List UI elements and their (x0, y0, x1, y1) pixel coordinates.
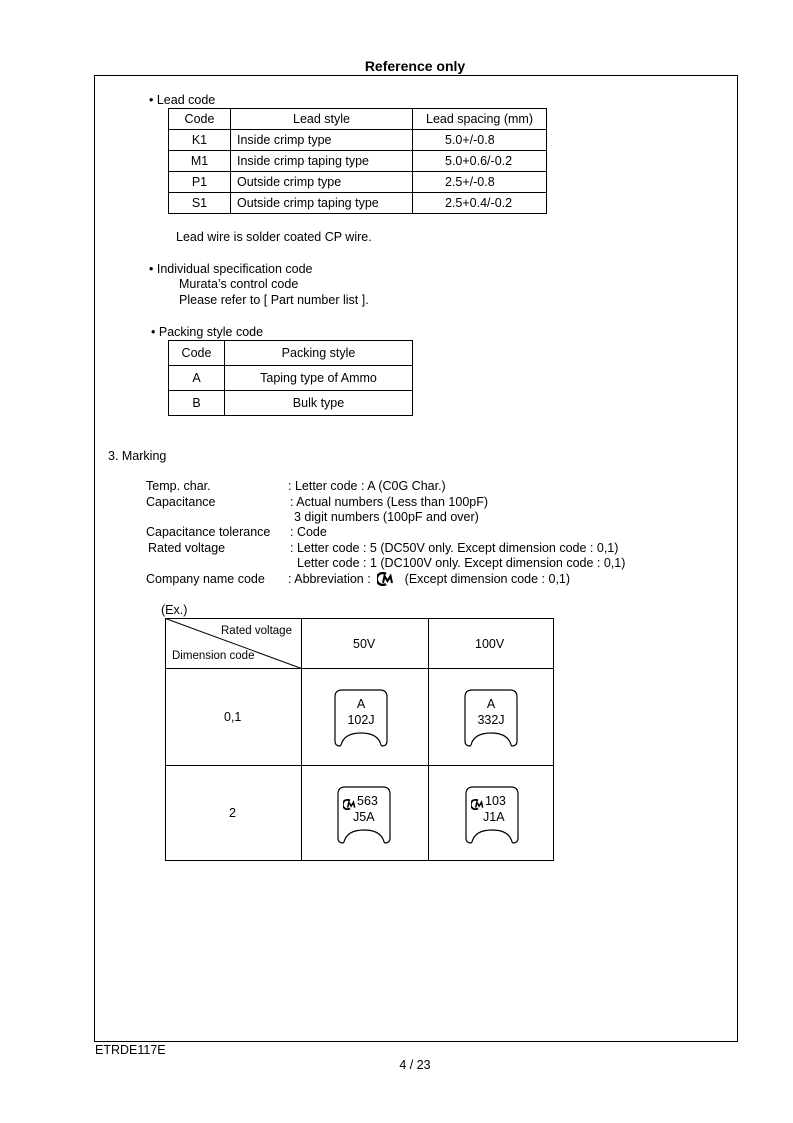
marking-line-2: 102J (347, 713, 375, 727)
table-row (169, 172, 547, 193)
marking-line-2: 332J (477, 713, 505, 727)
cell: Inside crimp taping type (231, 151, 413, 172)
capacitor-marking-50v-dim2 (337, 786, 391, 846)
cell: 2.5+0.4/-0.2 (413, 193, 547, 214)
cell: P1 (169, 172, 231, 193)
tolerance-value: : Code (290, 525, 327, 539)
header-dimension-code: Dimension code (172, 650, 255, 662)
rated-voltage-label: Rated voltage (148, 541, 226, 555)
example-table (165, 618, 554, 861)
capacitance-value-2: 3 digit numbers (100pF and over) (294, 510, 479, 524)
marking-line-1: A (486, 697, 496, 711)
cell: Taping type of Ammo (225, 366, 413, 391)
column-header: Code (169, 341, 225, 366)
table-row (169, 366, 413, 391)
header-50v: 50V (353, 637, 376, 651)
capacitor-marking-50v-dim01 (334, 689, 388, 749)
lead-code-heading: • Lead code (149, 93, 216, 107)
tolerance-label: Capacitance tolerance (146, 525, 271, 539)
murata-logo-icon (471, 799, 485, 810)
document-code: ETRDE117E (95, 1043, 166, 1057)
cell: Outside crimp type (231, 172, 413, 193)
cell: 5.0+0.6/-0.2 (413, 151, 547, 172)
company-name-label: Company name code (146, 572, 265, 586)
column-header: Lead spacing (mm) (413, 109, 547, 130)
marking-heading: 3. Marking (108, 449, 167, 463)
capacitor-marking-100v-dim2 (465, 786, 519, 846)
cell: M1 (169, 151, 231, 172)
individual-spec-heading: • Individual specification code (149, 262, 313, 276)
header-100v: 100V (475, 637, 505, 651)
packing-table (168, 340, 413, 416)
bullet: • (149, 262, 157, 276)
company-name-value: : Abbreviation : (Except dimension code : 0,1) (288, 572, 571, 586)
temp-char-label: Temp. char. (146, 479, 211, 493)
rated-voltage-value-1: : Letter code : 5 (DC50V only. Except dimension code : 0,1) (290, 541, 619, 555)
table-row (169, 130, 547, 151)
marking-line-1: 103 (485, 794, 506, 808)
cell: S1 (169, 193, 231, 214)
frame-bottom-line (94, 1041, 738, 1042)
column-header: Lead style (231, 109, 413, 130)
lead-code-table (168, 108, 547, 214)
capacitance-value-1: : Actual numbers (Less than 100pF) (290, 495, 489, 509)
rated-voltage-value-2: Letter code : 1 (DC100V only. Except dimension code : 0,1) (297, 556, 626, 570)
temp-char-value: : Letter code : A (C0G Char.) (288, 479, 446, 493)
cell: B (169, 391, 225, 416)
cell: Inside crimp type (231, 130, 413, 151)
marking-line-2: J5A (353, 810, 375, 824)
table-row (169, 391, 413, 416)
murata-logo-icon (377, 572, 395, 586)
cell: A (169, 366, 225, 391)
table-header-row (169, 109, 547, 130)
column-header: Packing style (225, 341, 413, 366)
cell: 2.5+/-0.8 (413, 172, 547, 193)
table-row (169, 193, 547, 214)
individual-spec-line1: Murata’s control code (179, 277, 299, 291)
marking-line-1: A (356, 697, 366, 711)
row-code-2: 2 (229, 806, 236, 820)
bullet: • (149, 93, 157, 107)
table-row (169, 151, 547, 172)
individual-spec-line2: Please refer to [ Part number list ]. (179, 293, 369, 307)
marking-line-1: 563 (357, 794, 378, 808)
cell: K1 (169, 130, 231, 151)
column-header: Code (169, 109, 231, 130)
bullet: • (151, 325, 159, 339)
packing-heading: • Packing style code (151, 325, 264, 339)
table-header-row (169, 341, 413, 366)
cell: 5.0+/-0.8 (413, 130, 547, 151)
capacitor-marking-100v-dim01 (464, 689, 518, 749)
cell: Bulk type (225, 391, 413, 416)
header-rated-voltage: Rated voltage (221, 625, 292, 637)
page-number: 4 / 23 (399, 1058, 431, 1072)
cell: Outside crimp taping type (231, 193, 413, 214)
capacitance-label: Capacitance (146, 495, 216, 509)
example-label: (Ex.) (161, 603, 188, 617)
marking-line-2: J1A (483, 810, 505, 824)
murata-logo-icon (343, 799, 357, 810)
lead-wire-note: Lead wire is solder coated CP wire. (176, 230, 372, 244)
page-title: Reference only (364, 58, 466, 74)
row-code-0-1: 0,1 (224, 710, 242, 724)
